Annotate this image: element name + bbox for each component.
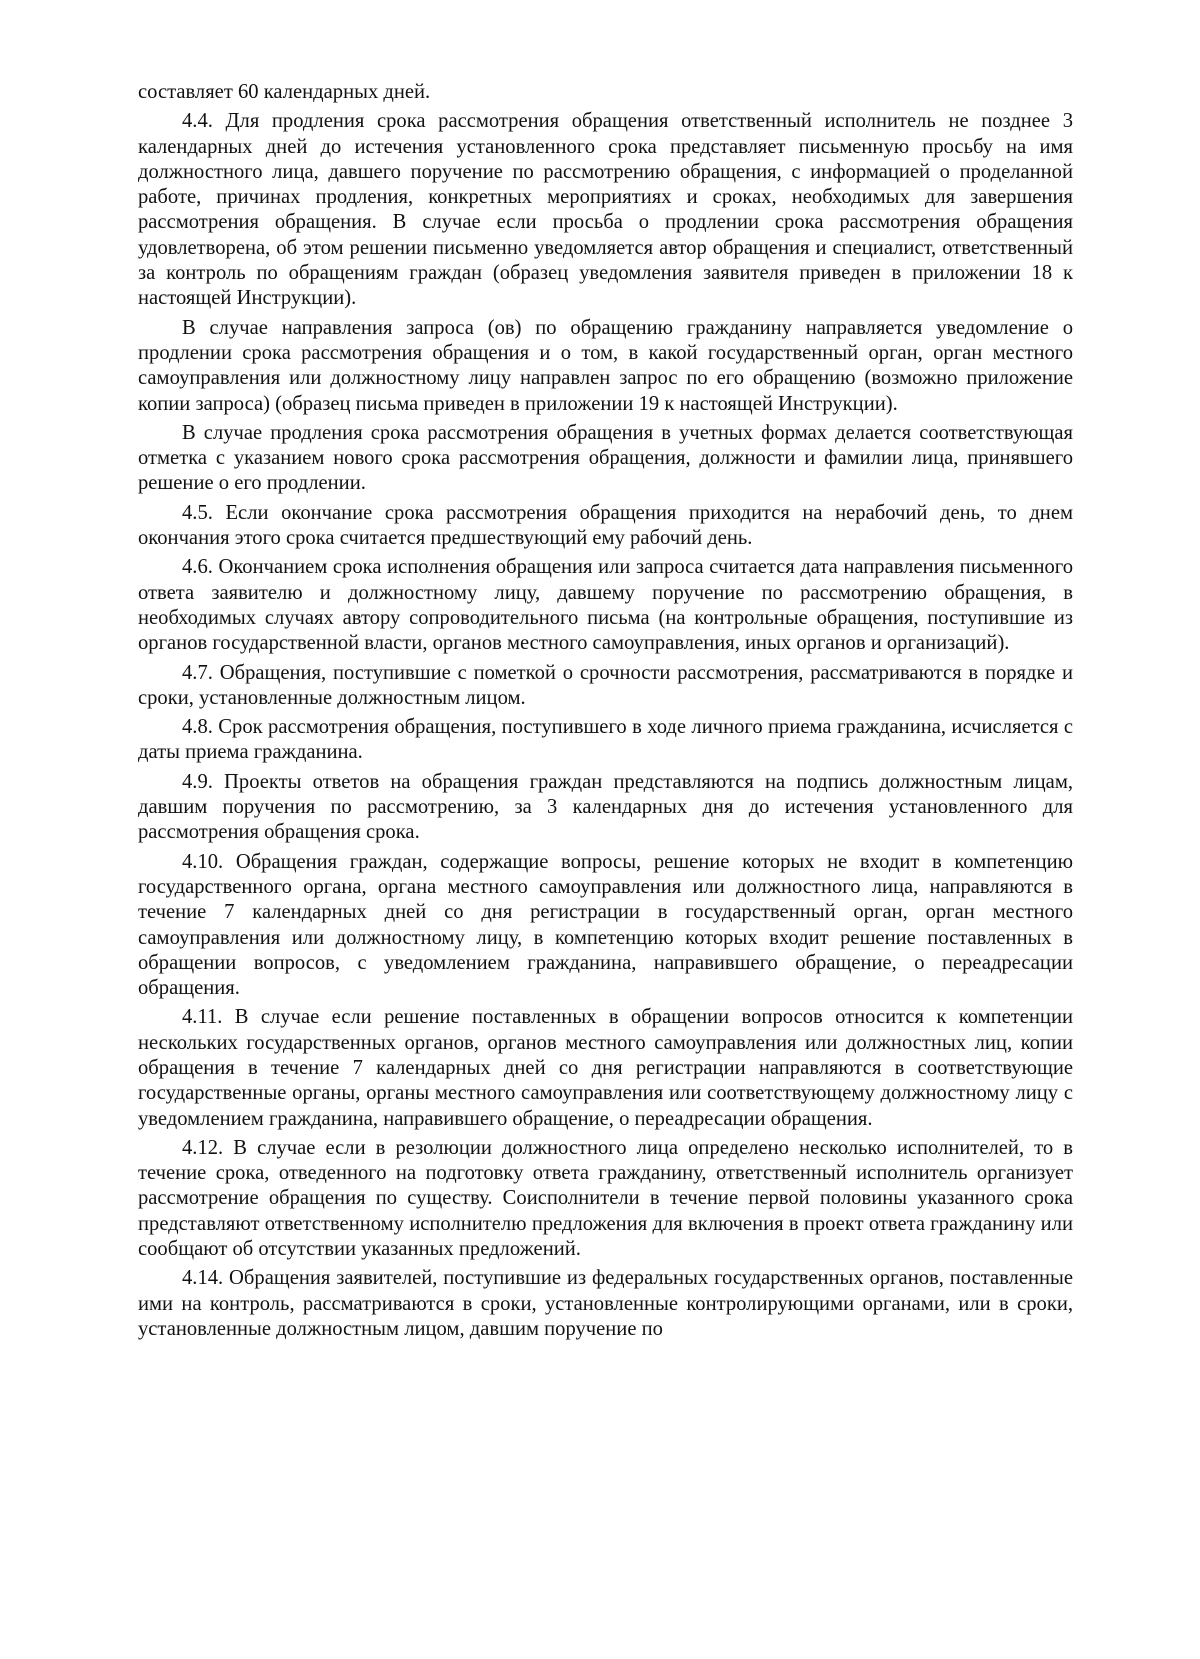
paragraph-4-5: 4.5. Если окончание срока рассмотрения обращения приходится на нерабочий день, то днем окончания этого срока считается предшествующий ему рабочий день. (138, 501, 1073, 550)
paragraph-4-8: 4.8. Срок рассмотрения обращения, поступившего в ходе личного приема гражданина, исчисляется с даты приема гражданина. (138, 716, 1073, 764)
paragraph-4-4-requests: В случае направления запроса (ов) по обращению гражданину направляется уведомление о продлении срока рассмотрения обращения и о том, в какой государственный орган, орган местного самоуправления или должностному лицу направлен запрос по его обращению (возможно приложение копии запроса) (образец письма приведен в приложении 19 к настоящей Инструкции). (138, 316, 1073, 415)
paragraph-4-6: 4.6. Окончанием срока исполнения обращения или запроса считается дата направления письменного ответа заявителю и должностному лицу, давшему поручение по рассмотрению обращения, в необходимых случаях автору сопроводительного письма (на контрольные обращения, поступившие из органов государственной власти, органов местного самоуправления, иных органов и организаций). (138, 556, 1073, 655)
paragraph-4-7: 4.7. Обращения, поступившие с пометкой о срочности рассмотрения, рассматриваются в порядке и сроки, установленные должностным лицом. (138, 661, 1073, 709)
paragraph-4-11: 4.11. В случае если решение поставленных в обращении вопросов относится к компетенции нескольких государственных органов, органов местного самоуправления или должностных лиц, копии обращения в течение 7 календарных дней со дня регистрации направляются в соответствующие государственные органы, органы местного самоуправления или соответствующему должностному лицу с уведомлением гражданина, направившего обращение, о переадресации обращения. (138, 1006, 1073, 1130)
paragraph-4-10: 4.10. Обращения граждан, содержащие вопросы, решение которых не входит в компетенцию государственного органа, органа местного самоуправления или должностного лица, направляются в течение 7 календарных дней со дня регистрации в государственный орган, орган местного самоуправления или должностному лицу, в компетенцию которых входит решение поставленных в обращении вопросов, с уведомлением гражданина, направившего обращение, о переадресации обращения. (138, 850, 1073, 1000)
paragraph-4-9: 4.9. Проекты ответов на обращения граждан представляются на подпись должностным лицам, давшим поручения по рассмотрению, за 3 календарных дня до истечения установленного для рассмотрения обращения срока. (138, 770, 1073, 844)
document-body (138, 80, 1073, 1346)
paragraph-4-4: 4.4. Для продления срока рассмотрения обращения ответственный исполнитель не позднее 3 календарных дней до истечения установленного срока представляет письменную просьбу на имя должностного лица, давшего поручение по рассмотрению обращения, с информацией о проделанной работе, причинах продления, конкретных мероприятиях и сроках, необходимых для завершения рассмотрения обращения. В случае если просьба о продлении срока рассмотрения обращения удовлетворена, об этом решении письменно уведомляется автор обращения и специалист, ответственный за контроль по обращениям граждан (образец уведомления заявителя приведен в приложении 18 к настоящей Инструкции). (138, 110, 1073, 310)
paragraph-4-12: 4.12. В случае если в резолюции должностного лица определено несколько исполнителей, то в течение срока, отведенного на подготовку ответа гражданину, ответственный исполнитель организует рассмотрение обращения по существу. Соисполнители в течение первой половины указанного срока представляют ответственному исполнителю предложения для включения в проект ответа гражданину или сообщают об отсутствии указанных предложений. (138, 1136, 1073, 1261)
paragraph-continuation: составляет 60 календарных дней. (138, 81, 431, 103)
paragraph-4-14: 4.14. Обращения заявителей, поступившие из федеральных государственных органов, поставленные ими на контроль, рассматриваются в сроки, установленные контролирующими органами, или в сроки, установленные должностным лицом, давшим поручение по (138, 1267, 1073, 1340)
paragraph-4-4-records: В случае продления срока рассмотрения обращения в учетных формах делается соответствующая отметка с указанием нового срока рассмотрения обращения, должности и фамилии лица, принявшего решение о его продлении. (138, 421, 1073, 495)
